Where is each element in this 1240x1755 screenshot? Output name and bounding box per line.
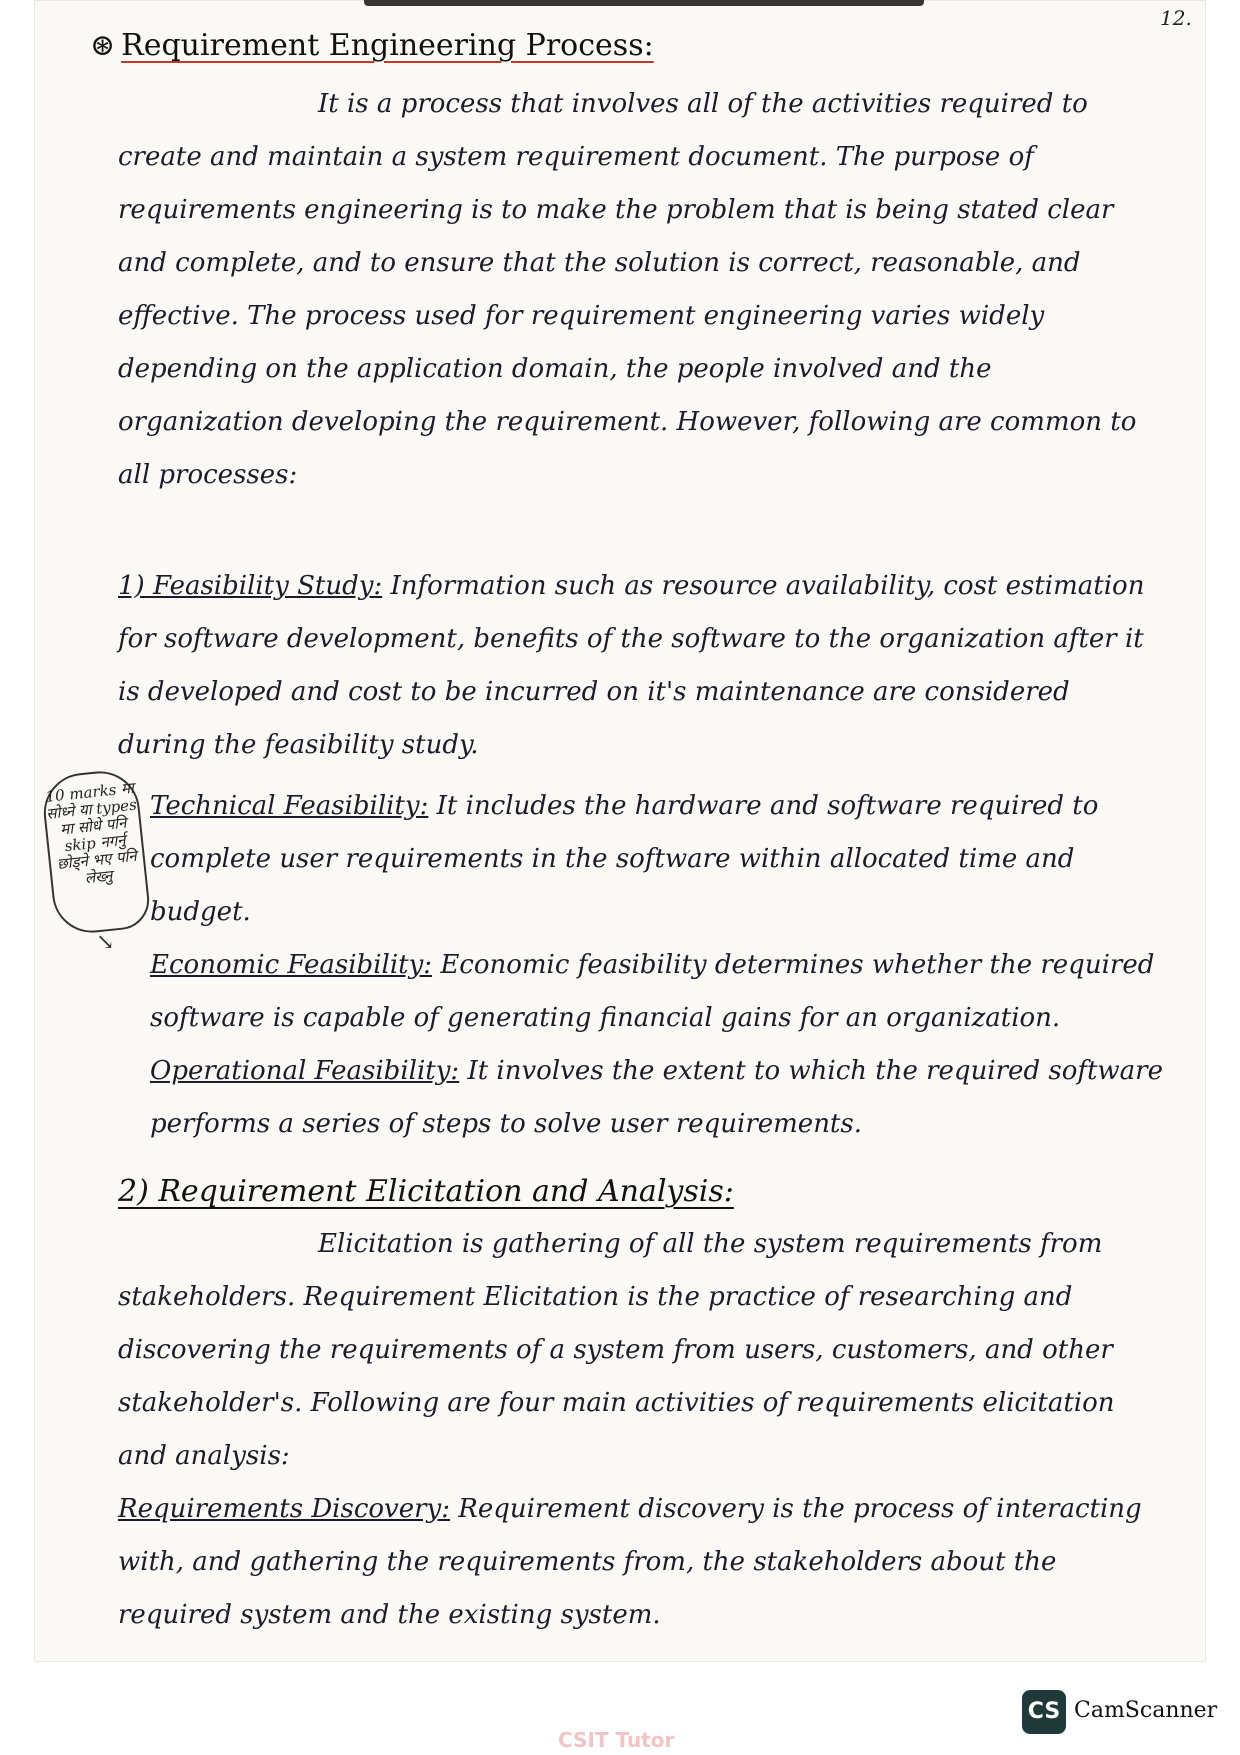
- operational-label: Operational Feasibility:: [150, 1056, 460, 1086]
- elicitation-section: [118, 1165, 1158, 1642]
- technical-paragraph: [150, 780, 1170, 939]
- economic-text: Economic feasibility determines whether the required software is capable of generating financial gains for an organization.: [150, 950, 1155, 1033]
- camscanner-logo: CS: [1022, 1690, 1066, 1734]
- feasibility-paragraph: [118, 560, 1158, 772]
- economic-paragraph: [150, 939, 1170, 1045]
- feasibility-heading: 1) Feasibility Study:: [118, 571, 383, 601]
- intro-paragraph: It is a process that involves all of the activities required to create and maintain a system requirement document. The purpose of requirements engineering is to make the problem that is being stated clear and complete, and to ensure that the solution is correct, reasonable, and effective. The process used for requirement engineering varies widely depending on the application domain, the people involved and the organization developing the requirement. However, following are common to all processes:: [118, 89, 1137, 490]
- technical-label: Technical Feasibility:: [150, 791, 429, 821]
- feasibility-section: [118, 560, 1158, 772]
- operational-text: It involves the extent to which the required software performs a series of steps to solve user requirements.: [150, 1056, 1163, 1139]
- margin-note: 10 marks मा सोध्ने या types मा सोधे पनि skip नगर्नु छोड्ने भए पनि लेख्नु: [40, 767, 152, 936]
- intro-block: [118, 78, 1158, 502]
- page-number: 12.: [1160, 6, 1192, 30]
- asterisk-icon: ⊛: [90, 28, 116, 63]
- camscanner-name: CamScanner: [1074, 1698, 1218, 1723]
- discovery-text: Requirement discovery is the process of interacting with, and gathering the requirements from, the stakeholders about the required system and the existing system.: [118, 1494, 1142, 1630]
- operational-paragraph: [150, 1045, 1170, 1151]
- technical-text: It includes the hardware and software required to complete user requirements in the software within allocated time and budget.: [150, 791, 1099, 927]
- page-title: [90, 28, 654, 63]
- arrow-icon: ↘: [96, 930, 115, 955]
- discovery-paragraph: [118, 1483, 1158, 1642]
- page-title-text: Requirement Engineering Process:: [121, 28, 654, 63]
- discovery-label: Requirements Discovery:: [118, 1494, 450, 1524]
- elicitation-paragraph: Elicitation is gathering of all the system requirements from stakeholders. Requirement Elicitation is the practice of researching and discovering the requirements of a system from users, customers, and other stakeholder's. Following are four main activities of requirements elicitation and analysis:: [118, 1229, 1115, 1471]
- watermark: CSIT Tutor: [558, 1728, 675, 1752]
- feasibility-types: [150, 780, 1170, 1151]
- elicitation-heading: 2) Requirement Elicitation and Analysis:: [118, 1174, 734, 1209]
- feasibility-text: Information such as resource availability, cost estimation for software development, benefits of the software to the organization after it is developed and cost to be incurred on it's maintenance are considered during the feasibility study.: [118, 571, 1145, 760]
- economic-label: Economic Feasibility:: [150, 950, 433, 980]
- top-edge-mark: [364, 0, 924, 6]
